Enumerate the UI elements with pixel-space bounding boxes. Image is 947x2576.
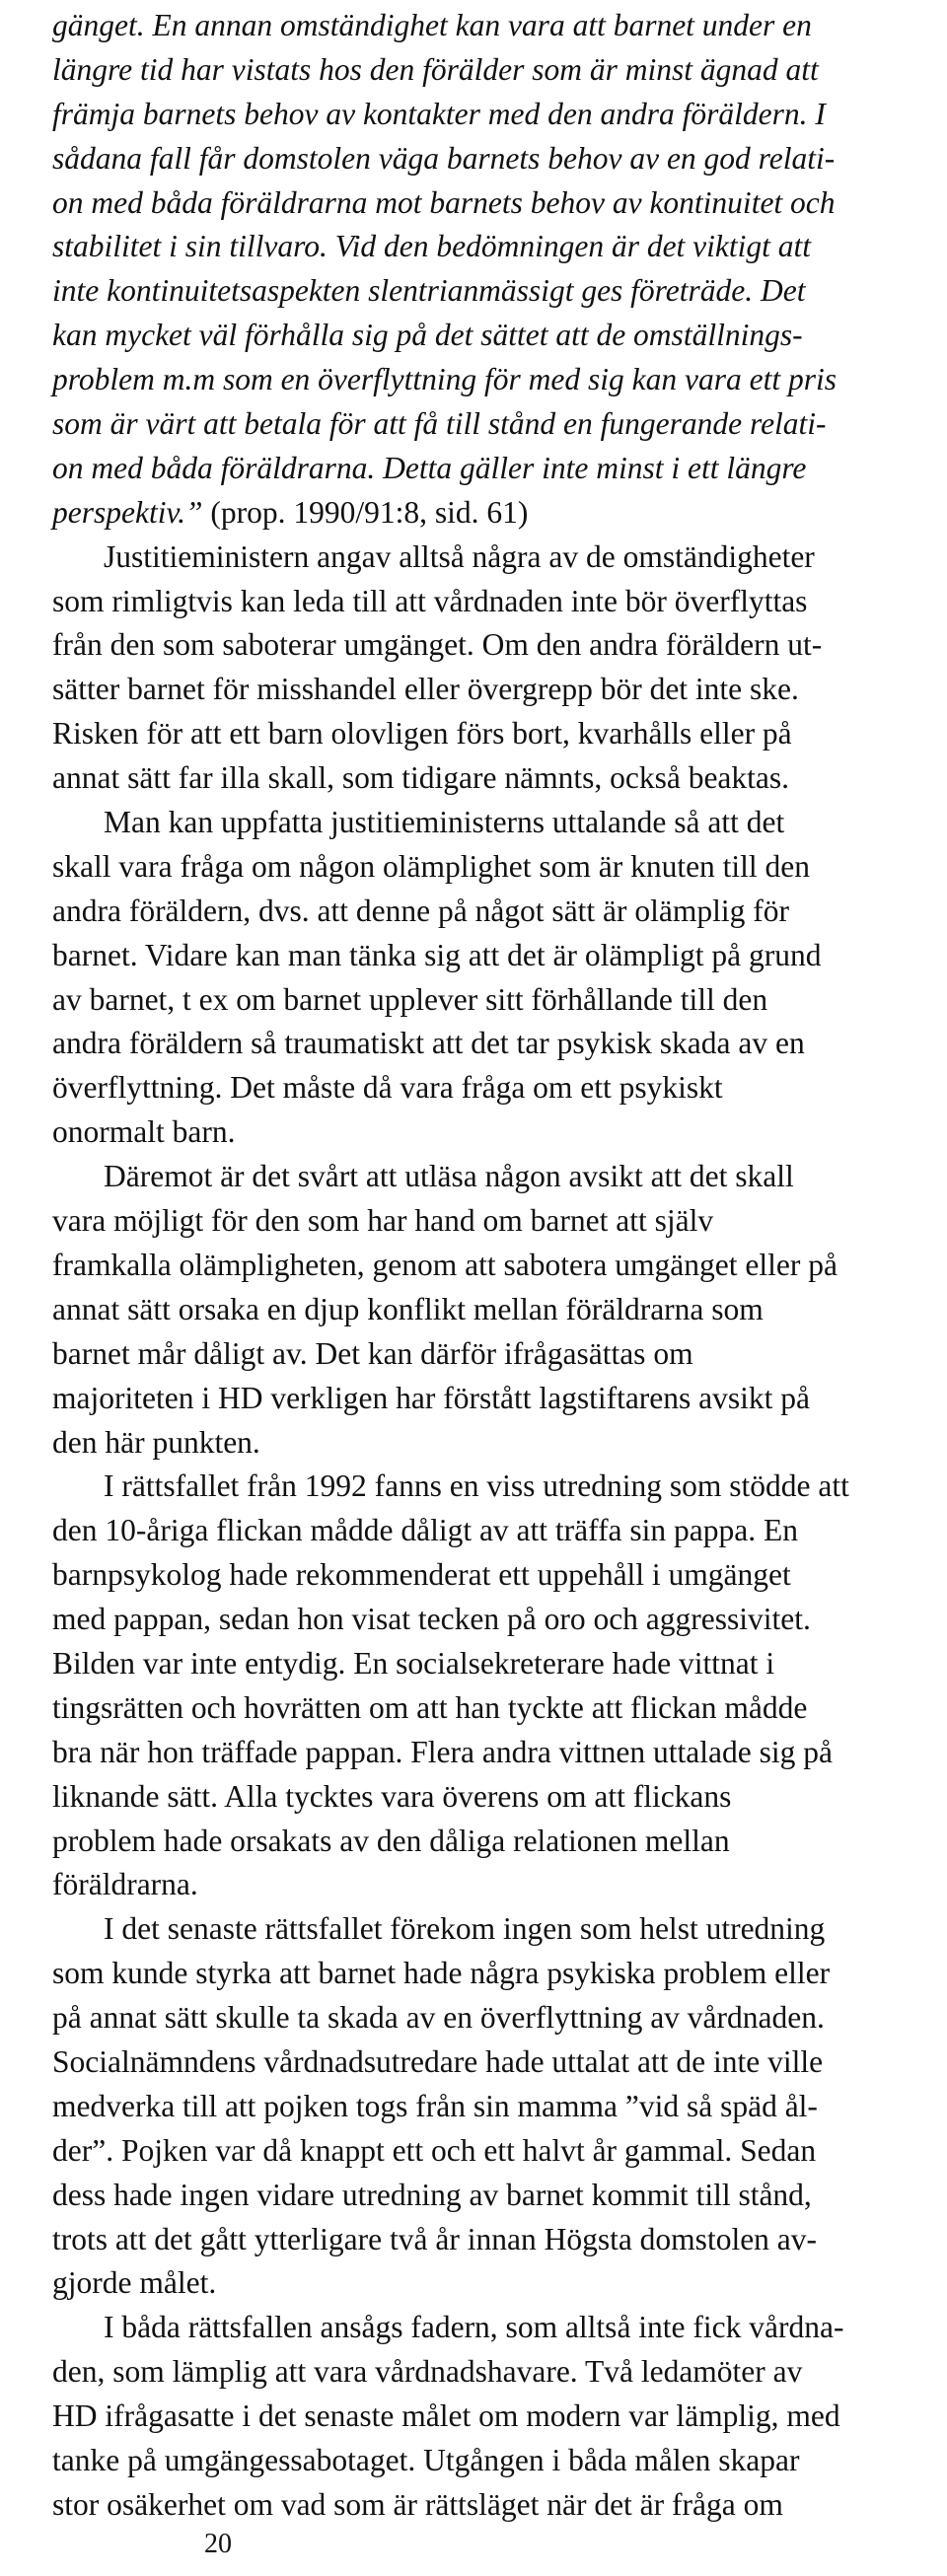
text-line: dess hade ingen vidare utredning av barnet kommit till stånd,	[52, 2177, 812, 2212]
text-line: problem hade orsakats av den dåliga relationen mellan	[52, 1823, 730, 1858]
text-line: som kunde styrka att barnet hade några psykiska problem eller	[52, 1956, 831, 1991]
text-line: bra när hon träffade pappan. Flera andra vittnen uttalade sig på	[52, 1734, 833, 1769]
text-line: barnet. Vidare kan man tänka sig att det är olämpligt på grund	[52, 937, 822, 972]
quote-line: stabilitet i sin tillvaro. Vid den bedömningen är det viktigt att	[52, 229, 812, 264]
text-line: överflyttning. Det måste då vara fråga om ett psykiskt	[52, 1070, 723, 1106]
text-line: barnet mår dåligt av. Det kan därför ifrågasättas om	[52, 1335, 693, 1371]
quote-line: gänget. En annan omständighet kan vara att barnet under en	[52, 8, 812, 42]
text-line: Risken för att ett barn olovligen förs bort, kvarhålls eller på	[52, 716, 792, 751]
text-line: sätter barnet för misshandel eller övergrepp bör det inte ske.	[52, 672, 799, 707]
quote-last-line	[52, 491, 945, 536]
quote-line: problem m.m som en överflyttning för med sig kan vara ett pris	[52, 362, 837, 397]
text-line: som rimligtvis kan leda till att vårdnaden inte bör överflyttas	[52, 583, 808, 618]
paragraph-3	[52, 1155, 945, 1465]
text-column	[52, 4, 945, 2528]
quote-line: som är värt att betala för att få till stånd en fungerande relati-	[52, 406, 827, 442]
text-line: vara möjligt för den som har hand om barnet att själv	[52, 1203, 714, 1239]
text-line: majoriteten i HD verkligen har förstått lagstiftarens avsikt på	[52, 1380, 811, 1415]
text-line: skall vara fråga om någon olämplighet som är knuten till den	[52, 848, 811, 884]
quote-line: on med båda föräldrarna mot barnets behov av kontinuitet och	[52, 184, 836, 220]
text-line: trots att det gått ytterligare två år innan Högsta domstolen av-	[52, 2221, 818, 2256]
text-line: I det senaste rättsfallet förekom ingen som helst utredning	[104, 1911, 826, 1947]
text-line: andra föräldern så traumatiskt att det tar psykisk skada av en	[52, 1026, 805, 1061]
quote-line: kan mycket väl förhålla sig på det sättet att de omställnings-	[52, 318, 803, 353]
text-line: andra föräldern, dvs. att denne på något sätt är olämplig för	[52, 893, 789, 928]
text-line: Socialnämndens vårdnadsutredare hade uttalat att de inte ville	[52, 2043, 824, 2079]
paragraph-1	[52, 536, 945, 801]
quoted-passage	[52, 4, 945, 536]
text-line: Justitieministern angav alltså några av de omständigheter	[104, 538, 815, 574]
text-line: annat sätt far illa skall, som tidigare nämnts, också beaktas.	[52, 760, 790, 796]
text-line: framkalla olämpligheten, genom att sabotera umgänget eller på	[52, 1247, 838, 1282]
text-line: Man kan uppfatta justitieministerns uttalande så att det	[104, 805, 785, 840]
text-line: annat sätt orsaka en djup konflikt mellan föräldrarna som	[52, 1291, 764, 1326]
text-line: den, som lämplig att vara vårdnadshavare. Två ledamöter av	[52, 2354, 803, 2390]
text-line: I rättsfallet från 1992 fanns en viss utredning som stödde att	[104, 1468, 849, 1504]
text-line: på annat sätt skulle ta skada av en överflyttning av vårdnaden.	[52, 2000, 825, 2036]
quote-line: inte kontinuitetsaspekten slentrianmässigt ges företräde. Det	[52, 273, 806, 309]
text-line: den här punkten.	[52, 1424, 260, 1460]
quote-line: främja barnets behov av kontakter med den andra föräldern. I	[52, 96, 826, 131]
text-line: onormalt barn.	[52, 1114, 236, 1150]
text-line: barnpsykolog hade rekommenderat ett uppehåll i umgänget	[52, 1557, 791, 1593]
text-line: från den som saboterar umgänget. Om den andra föräldern ut-	[52, 627, 823, 663]
text-line: tingsrätten och hovrätten om att han tyckte att flickan mådde	[52, 1689, 808, 1725]
text-line: den 10-åriga flickan mådde dåligt av att träffa sin pappa. En	[52, 1513, 798, 1548]
text-line: med pappan, sedan hon visat tecken på oro och aggressivitet.	[52, 1602, 811, 1637]
text-line: tanke på umgängessabotaget. Utgången i båda målen skapar	[52, 2442, 800, 2477]
text-line: liknande sätt. Alla tycktes vara överens om att flickans	[52, 1778, 732, 1814]
paragraph-4	[52, 1465, 945, 1907]
text-line: av barnet, t ex om barnet upplever sitt förhållande till den	[52, 981, 768, 1017]
quote-line: sådana fall får domstolen väga barnets behov av en god relati-	[52, 140, 836, 176]
quote-ending: perspektiv.”	[52, 494, 203, 530]
quote-line: on med båda föräldrarna. Detta gäller inte minst i ett längre	[52, 450, 807, 485]
text-line: stor osäkerhet om vad som är rättsläget när det är fråga om	[52, 2486, 783, 2522]
text-line: medverka till att pojken togs från sin mamma ”vid så späd ål-	[52, 2088, 818, 2123]
text-line: I båda rättsfallen ansågs fadern, som alltså inte fick vårdna-	[104, 2310, 844, 2345]
paragraph-6	[52, 2306, 945, 2527]
page-number: 20	[204, 2529, 232, 2559]
text-line: gjorde målet.	[52, 2265, 217, 2301]
quote-line: längre tid har vistats hos den förälder som är minst ägnad att	[52, 51, 819, 87]
paragraph-5	[52, 1907, 945, 2306]
text-line: Däremot är det svårt att utläsa någon avsikt att det skall	[104, 1159, 794, 1194]
citation: (prop. 1990/91:8, sid. 61)	[202, 494, 529, 530]
text-line: HD ifrågasatte i det senaste målet om modern var lämplig, med	[52, 2398, 840, 2434]
text-line: Bilden var inte entydig. En socialsekreterare hade vittnat i	[52, 1645, 775, 1681]
paragraph-2	[52, 801, 945, 1155]
text-line: föräldrarna.	[52, 1867, 198, 1902]
text-line: der”. Pojken var då knappt ett och ett halvt år gammal. Sedan	[52, 2132, 817, 2168]
